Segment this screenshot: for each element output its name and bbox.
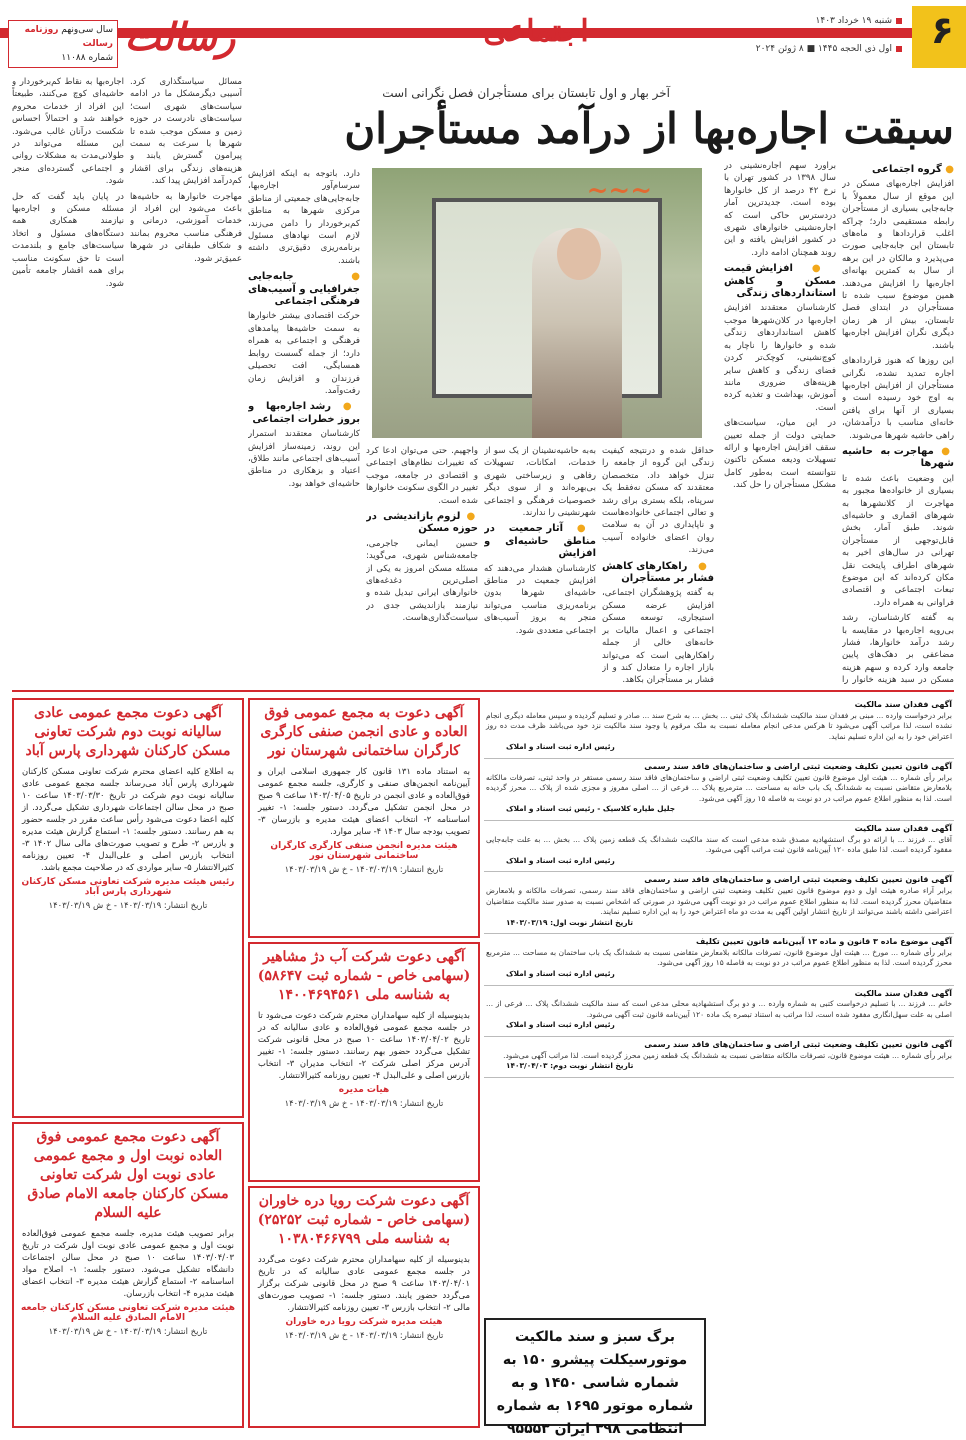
date-line-1: شنبه ۱۹ خرداد ۱۴۰۳ <box>722 14 902 28</box>
bullet-icon <box>896 18 902 24</box>
article-column-8: اجاره‌بها به نقاط کم‌برخوردار و حاشیه‌ای کوچ می‌کنند، طبیعتاً این افراد از خدمات محروم خواهند شد و احتمالاً احساس شکست درآنان غالب می‌شود. این مسئله می‌تواند در طولانی‌مدت به مشکلات روانی و اجتماعی گسترده‌ای منجر شود. در پایان باید گفت که حل مسئله مسکن و اجاره‌بها نیازمند همکاری همه دستگاه‌های مسئول و اتخاذ سیاست‌های جامع و بلندمدت است تا حق سکونت مناسب برای همه اقشار جامعه تأمین شود. <box>12 77 124 289</box>
ad-roya-dareh: آگهی دعوت شرکت رویا دره خاوران (سهامی خاص - شماره ثبت ۲۵۲۵۲) به شناسه ملی ۱۰۳۸۰۴۶۶۷۹۹ بدینوسیله از کلیه سهامداران محترم شرکت دعوت می‌گردد در جلسه مجمع عمومی عادی سالیانه که در تاریخ ۱۴۰۳/۰۴/۰۱ ساعت ۹ صبح در محل قانونی شرکت برگزار می‌گردد حضور یابند. دستور جلسه: ۱- تصویب صورت‌های مالی ۲- انتخاب بازرس ۳- تعیین روزنامه کثیرالانتشار. هیئت مدیره شرکت رویا دره خاوران تاریخ انتشار: ۱۴۰۳/۰۳/۱۹ - خ ش ۱۴۰۳/۰۳/۱۹ <box>248 1186 480 1428</box>
notice-item: آگهی فقدان سند مالکیت خانم ... فرزند ... با تسلیم درخواست کتبی به شماره وارده ... و دو برگ استشهادیه محلی مدعی است که سند مالکیت ششدانگ پلاک ... فرعی از ... اصلی به علت سهل‌انگاری مفقود شده است، لذا مراتب به استناد تبصره یک ماده ۱۲۰ آیین‌نامه قانون ثبت آگهی می‌شود. رئیس اداره ثبت اسناد و املاک <box>484 986 954 1037</box>
notice-item: آگهی قانون تعیین تکلیف وضعیت ثبتی اراضی و ساختمان‌های فاقد سند رسمی برابر آراء صادره هیئت اول و دوم موضوع قانون تعیین تکلیف وضعیت ثبتی اراضی و ساختمان‌های فاقد سند رسمی، تصرفات مالکانه و بلامعارض متقاضیان محرز گردیده است. لذا به منظور اطلاع عموم مراتب در دو نوبت آگهی می‌شود در صورتی که اشخاص نسبت به صدور سند مالکیت متقاضیان اعتراضی داشته باشند می‌توانند از تاریخ انتشار اولین آگهی به مدت دو ماه اعتراض خود را به این اداره تسلیم نمایند. تاریخ انتشار نوبت اول: ۱۴۰۳/۰۳/۱۹ <box>484 872 954 934</box>
shop-sign: ~~~ <box>586 176 652 206</box>
notice-item: آگهی فقدان سند مالکیت برابر درخواست وارده ... مبنی بر فقدان سند مالکیت ششدانگ پلاک ثبتی ... بخش ... به شرح سند ... صادر و تسلیم گردیده و سپس معامله دیگری انجام نشده است، لذا مراتب آگهی می‌شود تا هرکس مدعی انجام معامله نسبت به ملک مرقوم یا وجود سند مالکیت نزد خود می‌باشد ظرف مدت ده روز اعتراض خود را به این اداره تسلیم نماید. رئیس اداره ثبت اسناد و املاک <box>484 697 954 759</box>
subheading: ● مهاجرت به حاشیه شهرها <box>842 445 954 470</box>
story-headline: سبقت اجاره‌بها از درآمد مستأجران <box>344 104 954 153</box>
issue-line-2: شماره ۱۱۰۸۸ <box>61 53 113 63</box>
article-column-4: به‌به حاشیه‌نشینان از یک سو از خدمات، امکانات، تسهیلات رفاهی و زیرساختی شهری بی‌بهره‌اند و از سوی دیگر خصوصیات فرهنگی و اجتماعی شهرنشینی را ندارند. ● آثار جمعیت در مناطق حاشیه‌ای و افزایش کارشناسان هشدار می‌دهند که افزایش جمعیت در مناطق حاشیه‌ای شهرها بدون برنامه‌ریزی مناسب می‌تواند منجر به بروز آسیب‌های اجتماعی متعددی شود. <box>484 446 596 636</box>
subheading: ● آثار جمعیت در مناطق حاشیه‌ای و افزایش <box>484 523 596 560</box>
newspaper-logo: رسالت <box>124 14 236 59</box>
section-title: اجتماعی <box>483 14 589 49</box>
ad-noor-union: آگهی دعوت به مجمع عمومی فوق العاده و عادی انجمن صنفی کارگری کارگران ساختمانی شهرستان نور به استناد ماده ۱۳۱ قانون کار جمهوری اسلامی ایران و آیین‌نامه انجمن‌های صنفی و کارگری، جلسه مجمع عمومی فوق‌العاده و عادی انجمن در تاریخ ۱۴۰۳/۰۴/۰۵ ساعت ۹ صبح در محل انجمن تشکیل می‌گردد. دستور جلسه: ۱- تغییر اساسنامه ۲- انتخاب اعضای هیئت مدیره و بازرسان ۳- تصویب بودجه سال ۱۴۰۳ ۴- سایر موارد. هیئت مدیره انجمن صنفی کارگری کارگران ساختمانی شهرستان نور تاریخ انتشار: ۱۴۰۳/۰۳/۱۹ - خ ش ۱۴۰۳/۰۳/۱۹ <box>248 698 480 938</box>
article-column-1: ● گروه اجتماعی افزایش اجاره‌بهای مسکن در این موقع از سال معمولاً با جابه‌جایی بسیاری از مستأجران رابطه مستقیمی دارد؛ چراکه اغلب قراردادها و ماه‌های تابستان این جابه‌جایی صورت می‌پذیرد و مالکان در این برهه از سال به کمترین بهانه‌ای اجاره‌بها را افزایش می‌دهند. همین موضوع سبب شده تا مستأجران در ابتدای فصل تابستان، بیش از هر زمان دیگری نگران افزایش اجاره‌بها باشند. این روزها که هنوز قراردادهای اجاره تمدید نشده، نگرانی مستأجران از افزایش اجاره‌بها به اوج خود رسیده است و بسیاری از آنها برای یافتن خانه‌ای مناسب با درآمدشان، راهی حاشیه شهرها می‌شوند. ● مهاجرت به حاشیه شهرها این وضعیت باعث شده تا بسیاری از خانواده‌ها مجبور به مهاجرت از کلانشهرها به شهرهای اقماری و حاشیه‌ای شوند. طبق آمار، بخش قابل‌توجهی از مستأجران تهرانی در سال‌های اخیر به شهرهای اطراف پایتخت نقل مکان کرده‌اند که این موضوع تبعات اجتماعی و اقتصادی فراوانی به همراه دارد. به گفته کارشناسان، رشد بی‌رویه اجاره‌بها در مقایسه با رشد درآمد خانوارها، فشار مضاعفی بر دهک‌های پایین جامعه وارد کرده و سهم هزینه مسکن در سبد هزینه خانوار را <box>842 164 954 685</box>
issue-line-1: سال سی‌ونهم روزنامه رسالت <box>24 25 113 49</box>
notice-item: آگهی قانون تعیین تکلیف وضعیت ثبتی اراضی و ساختمان‌های فاقد سند رسمی برابر رأی شماره ... هیئت اول موضوع قانون تعیین تکلیف وضعیت ثبتی اراضی و ساختمان‌های فاقد سند رسمی مستقر در واحد ثبتی، تصرفات مالکانه بلامعارض متقاضی نسبت به ششدانگ یک باب خانه به مساحت ... مترمربع پلاک ... فرعی از ... اصلی مفروز و مجزی شده از پلاک ... محرز گردیده است. لذا به منظور اطلاع عموم مراتب در دو نوبت به فاصله ۱۵ روز آگهی می‌شود. جلیل طیاره کلاسیک - رئیس ثبت اسناد و املاک <box>484 759 954 821</box>
article-column-7: مسائل سیاستگذاری کرد. آسیبی دیگرمشکل ما در ادامه سیاست‌های شهری است؛ سیاست‌های نادرست در حوزه زمین و مسکن موجب شده تا شهرها با سرعت به سمت پیرامون گسترش یابند و هزینه‌های زندگی برای اقشار کم‌درآمد افزایش پیدا کند. مهاجرت خانوارها به حاشیه‌ها باعث می‌شود این افراد از خدمات آموزشی، درمانی و فرهنگی مناسب محروم بمانند و شکاف طبقاتی در شهرها عمیق‌تر شود. <box>130 77 242 264</box>
author-line: ● گروه اجتماعی <box>872 164 954 175</box>
story-kicker: آخر بهار و اول تابستان برای مستأجران فصل نگرانی است <box>382 86 670 100</box>
article-column-6: دارد. باتوجه به اینکه افزایش سرسام‌آور اجاره‌بها، جابه‌جایی‌های جمعیتی از مناطق مرکزی شهرها به مناطق کم‌برخوردار را دامن می‌زند، لازم است نهادهای مسئول برنامه‌ریزی دقیق‌تری داشته باشند. ● جابه‌جایی جغرافیایی و آسیب‌های فرهنگی اجتماعی حرکت اقتصادی بیشتر خانوارها به سمت حاشیه‌ها پیامدهای فرهنگی و اجتماعی به همراه دارد؛ از جمله گسست روابط همسایگی، افت تحصیلی فرزندان و افزایش زمان رفت‌وآمد. ● رشد اجاره‌بها و بروز خطرات اجتماعی کارشناسان معتقدند استمرار این روند، زمینه‌ساز افزایش آسیب‌های اجتماعی مانند طلاق، اعتیاد و بزهکاری در مناطق حاشیه‌ای خواهد بود. <box>248 169 360 489</box>
author-marker-icon: ● <box>941 164 954 175</box>
date-box <box>722 14 902 56</box>
article-column-3: حداقل شده و درنتیجه کیفیت زندگی این گروه از جامعه را تنزل خواهد داد. متخصصان معتقدند که مسکن نه‌فقط یک سرپناه، بلکه بستری برای رشد و تعالی اجتماعی خانواده‌هاست و ناپایداری در آن به سلامت روان اعضای خانواده آسیب می‌زند. ● راهکارهای کاهش فشار بر مستأجران به گفته پژوهشگران اجتماعی، افزایش عرضه مسکن استیجاری، توسعه مسکن اجتماعی و اعمال مالیات بر خانه‌های خالی از جمله راهکارهایی است که می‌تواند بازار اجاره را متعادل کند و از فشار بر مستأجران بکاهد. <box>602 446 714 685</box>
story-photo <box>372 168 702 438</box>
subheading: ● رشد اجاره‌بها و بروز خطرات اجتماعی <box>248 401 360 425</box>
ad-ab-dezh: آگهی دعوت شرکت آب دژ مشاهیر (سهامی خاص - شماره ثبت ۵۸۶۴۷) به شناسه ملی ۱۴۰۰۴۶۹۴۵۶۱ بدینوسیله از کلیه سهامداران محترم شرکت دعوت می‌شود تا در جلسه مجمع عمومی فوق‌العاده و عادی سالیانه که در تاریخ ۱۴۰۳/۰۴/۰۲ ساعت ۱۰ صبح در محل قانونی شرکت تشکیل می‌گردد حضور بهم رسانند. دستور جلسه: ۱- تغییر آدرس مرکز اصلی شرکت ۲- انتخاب مدیران ۳- انتخاب بازرس اصلی و علی‌البدل ۴- تعیین روزنامه کثیرالانتشار. هیات مدیره تاریخ انتشار: ۱۴۰۳/۰۳/۱۹ - خ ش ۱۴۰۳/۰۳/۱۹ <box>248 942 480 1182</box>
notice-item: آگهی قانون تعیین تکلیف وضعیت ثبتی اراضی و ساختمان‌های فاقد سند رسمی برابر رأی شماره ... هیئت موضوع قانون، تصرفات مالکانه متقاضی نسبت به ششدانگ یک قطعه زمین محرز گردیده است. لذا مراتب آگهی می‌شود. تاریخ انتشار نوبت دوم: ۱۴۰۳/۰۴/۰۳ <box>484 1037 954 1078</box>
masthead <box>0 0 966 78</box>
legal-notices <box>484 697 954 1313</box>
notice-item: آگهی موضوع ماده ۳ قانون و ماده ۱۳ آیین‌نامه قانون تعیین تکلیف برابر رأی شماره ... مورخ ... هیئت اول موضوع قانون، تصرفات مالکانه بلامعارض متقاضی نسبت به ششدانگ یک باب ساختمان به مساحت ... مترمربع محرز گردیده است. لذا به منظور اطلاع عموم مراتب در دو نوبت به فاصله ۱۵ روز آگهی می‌شود. رئیس اداره ثبت اسناد و املاک <box>484 934 954 985</box>
person-head <box>557 228 601 280</box>
subheading: ● جابه‌جایی جغرافیایی و آسیب‌های فرهنگی اجتماعی <box>248 271 360 308</box>
page-number: ۶ <box>930 8 954 52</box>
section-divider <box>12 690 954 692</box>
bullet-icon <box>896 46 902 52</box>
ad-imam-sadegh: آگهی دعوت مجمع عمومی فوق العاده نوبت اول و مجمع عمومی عادی نوبت اول شرکت تعاونی مسکن کارکنان جامعه الامام صادق علیه السلام برابر تصویب هیئت مدیره، جلسه مجمع عمومی فوق‌العاده نوبت اول و مجمع عمومی عادی نوبت اول شرکت در تاریخ ۱۴۰۳/۰۴/۰۳ ساعت ۱۰ صبح در محل سالن اجتماعات دانشگاه تشکیل می‌شود. دستور جلسه: ۱- اصلاح مواد اساسنامه ۲- استماع گزارش هیئت مدیره ۳- انتخاب اعضای هیئت مدیره ۴- انتخاب بازرسان. هیئت مدیره شرکت تعاونی مسکن کارکنان جامعه الامام الصادق علیه السلام تاریخ انتشار: ۱۴۰۳/۰۳/۱۹ - خ ش ۱۴۰۳/۰۳/۱۹ <box>12 1122 244 1428</box>
issue-box <box>8 20 118 68</box>
article-column-5: واجهیم. حتی می‌توان ادعا کرد که تغییرات نظام‌های اجتماعی و اقتصادی در جامعه، موجب تغییر در الگوی سکونت خانوارها شده است. ● لزوم بازاندیشی در حوزه مسکن حسین ایمانی جاجرمی، جامعه‌شناس شهری، می‌گوید: مسئله مسکن امروز به یکی از اصلی‌ترین دغدغه‌های خانوارهای ایرانی تبدیل شده و نیازمند بازاندیشی جدی در سیاست‌گذاری‌هاست. <box>366 446 478 624</box>
subheading: ● لزوم بازاندیشی در حوزه مسکن <box>366 511 478 535</box>
subheading: ● افزایش قیمت مسکن و کاهش استانداردهای زندگی <box>724 263 836 300</box>
date-line-2: اول ذی الحجه ۱۴۴۵ ■ ۸ ژوئن ۲۰۲۴ <box>722 42 902 56</box>
ad-parsabad: آگهی دعوت مجمع عمومی عادی سالیانه نوبت دوم شرکت تعاونی مسکن کارکنان شهرداری پارس آباد به اطلاع کلیه اعضای محترم شرکت تعاونی مسکن کارکنان شهرداری پارس آباد می‌رساند جلسه مجمع عمومی عادی سالیانه نوبت دوم شرکت در تاریخ ۱۴۰۳/۰۳/۳۰ ساعت ۱۰ صبح در محل سالن اجتماعات شهرداری تشکیل می‌گردد. از کلیه اعضا دعوت می‌شود رأس ساعت مقرر در جلسه حضور به هم رسانند. دستور جلسه: ۱- استماع گزارش هیئت مدیره و بازرس ۲- طرح و تصویب صورت‌های مالی سال ۱۴۰۲ ۳- انتخاب بازرس اصلی و علی‌البدل ۴- تعیین روزنامه کثیرالانتشار ۵- سایر مواردی که در صلاحیت مجمع باشد. رئیس هیئت مدیره شرکت تعاونی مسکن کارکنان شهرداری پارس آباد تاریخ انتشار: ۱۴۰۳/۰۳/۱۹ - خ ش ۱۴۰۳/۰۳/۱۹ <box>12 698 244 1118</box>
article-column-2: براورد سهم اجاره‌نشینی در سال ۱۳۹۸ در کشور تهران با نرخ ۴۲ درصد از کل خانوارها بوده است. جدیدترین آمار دردسترس حاکی است که اجاره‌نشینی خانوارهای شهری در کشور افزایش یافته و این روند همچنان ادامه دارد. ● افزایش قیمت مسکن و کاهش استانداردهای زندگی کارشناسان معتقدند افزایش اجاره‌بها در کلان‌شهرها موجب کاهش استانداردهای زندگی شده و خانوارها را ناچار به کوچ‌نشینی، کوچک‌تر کردن فضای زندگی و کاهش سایر هزینه‌های ضروری مانند آموزش، بهداشت و تغذیه کرده است. در این میان، سیاست‌های حمایتی دولت از جمله تعیین سقف افزایش اجاره‌بها و ارائه تسهیلات ودیعه مسکن تاکنون نتوانسته است به‌طور کامل مشکل مستأجران را حل کند. <box>724 161 836 491</box>
subheading: ● راهکارهای کاهش فشار بر مستأجران <box>602 560 714 585</box>
notice-item: آگهی فقدان سند مالکیت آقای ... فرزند ... با ارائه دو برگ استشهادیه مصدق شده مدعی است که سند مالکیت ششدانگ یک قطعه زمین پلاک ... بخش ... به علت جابه‌جایی مفقود گردیده است. لذا طبق ماده ۱۲۰ آیین‌نامه قانون ثبت مراتب آگهی می‌شود. رئیس اداره ثبت اسناد و املاک <box>484 821 954 872</box>
lost-document-notice: برگ سبز و سند مالکیت موتورسیکلت پیشرو ۱۵۰ به شماره شاسی ۱۴۵۰ و به شماره موتور ۱۶۹۵ به شماره انتظامی ۳۹۸ ایران ۹۵۵۵۳ <box>484 1318 706 1426</box>
